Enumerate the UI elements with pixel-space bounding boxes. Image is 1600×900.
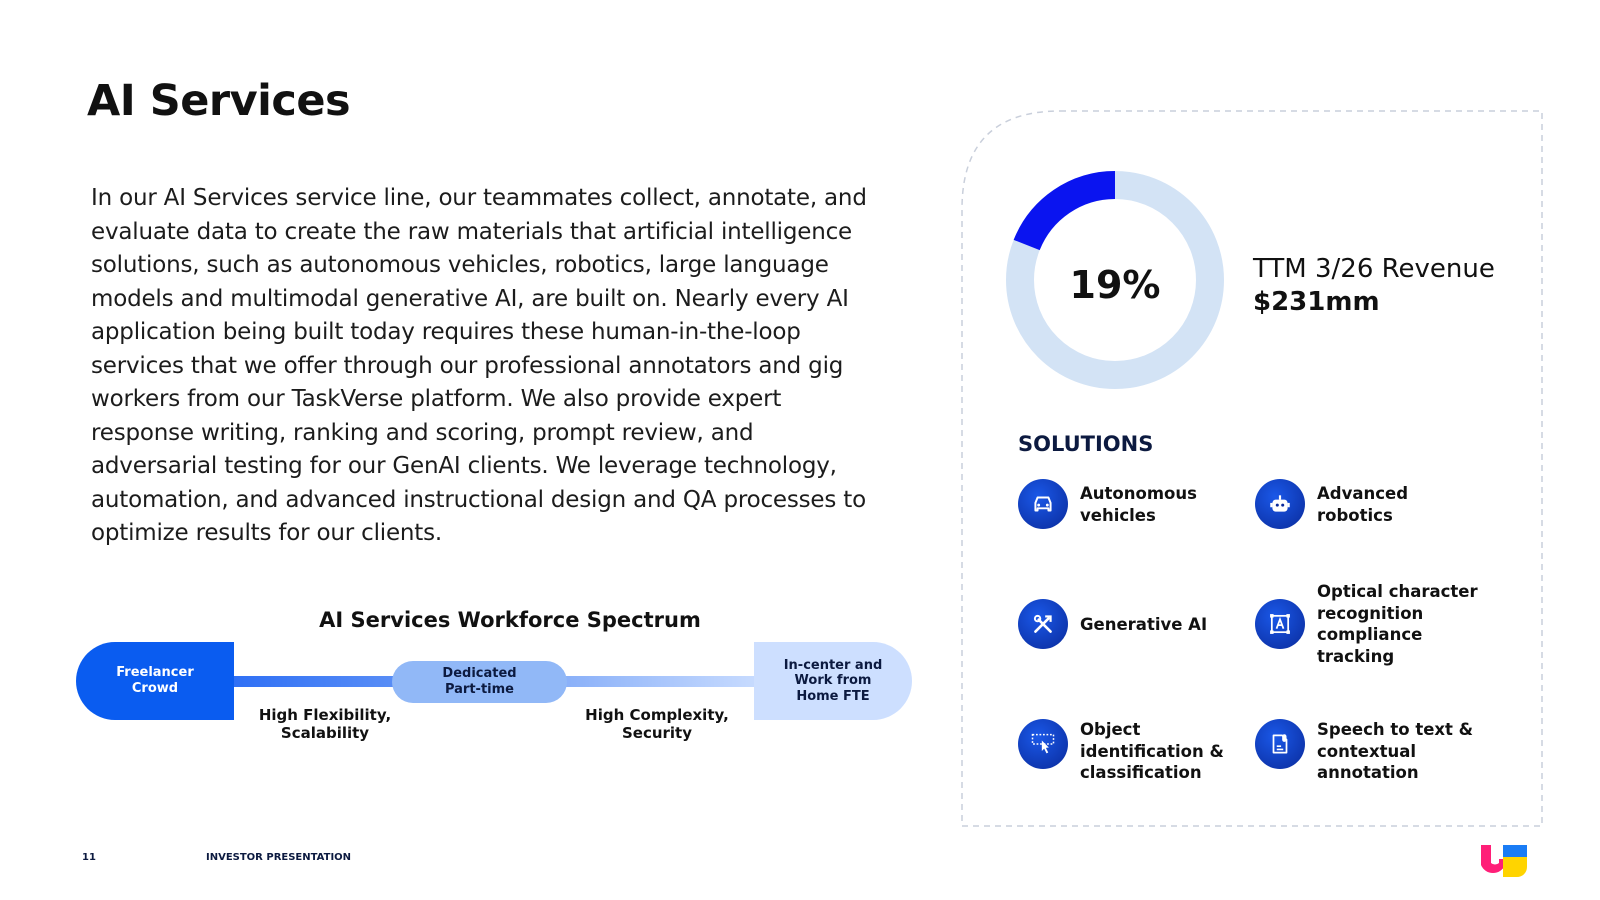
- solution-advanced-robotics: Advanced robotics: [1317, 484, 1408, 525]
- ttm-revenue-amount: $231mm: [1253, 287, 1380, 317]
- revenue-percent: 19%: [1069, 263, 1161, 307]
- page-title: AI Services: [87, 76, 351, 126]
- ttm-revenue-label: TTM 3/26 Revenue: [1253, 254, 1495, 284]
- spectrum-title: AI Services Workforce Spectrum: [319, 608, 701, 632]
- solutions-heading: SOLUTIONS: [1018, 432, 1154, 456]
- ocr-icon: [1255, 599, 1305, 649]
- car-icon: [1018, 479, 1068, 529]
- solution-generative-ai: Generative AI: [1080, 615, 1208, 634]
- complexity-label: High Complexity, Security: [585, 706, 729, 742]
- tools-icon: [1018, 599, 1068, 649]
- robot-icon: [1255, 479, 1305, 529]
- brand-logo-icon: [1479, 843, 1531, 879]
- solution-autonomous-vehicles: Autonomous vehicles: [1080, 484, 1197, 525]
- footer-text: INVESTOR PRESENTATION: [206, 852, 352, 863]
- solution-ocr-compliance: Optical character recognition compliance tracking: [1317, 582, 1478, 666]
- solution-object-identification: Object identification & classification: [1080, 720, 1224, 782]
- body-paragraph: In our AI Services service line, our teammates collect, annotate, and evaluate data to create the raw materials that artificial intelligence solutions, such as autonomous vehicles, robotics, large language models and multimodal generative AI, are built on. Nearly every AI application being built today requires these human-in-the-loop services that we offer through our professional annotators and gig workers from our TaskVerse platform. We also provide expert response writing, ranking and scoring, prompt review, and adversarial testing for our GenAI clients. We leverage technology, automation, and advanced instructional design and QA processes to optimize results for our clients.: [91, 185, 867, 546]
- dedicated-part-time-label: Dedicated Part-time: [442, 666, 517, 697]
- solution-speech-to-text: Speech to text & contextual annotation: [1317, 720, 1474, 782]
- flexibility-label: High Flexibility, Scalability: [258, 706, 392, 742]
- donut-share-slice: [1027, 185, 1115, 245]
- speech-doc-icon: [1255, 719, 1305, 769]
- in-center-fte-label: In-center and Work from Home FTE: [783, 657, 883, 704]
- pointer-select-icon: [1018, 719, 1068, 769]
- page-number: 11: [82, 852, 96, 863]
- freelancer-crowd-label: Freelancer Crowd: [116, 665, 194, 696]
